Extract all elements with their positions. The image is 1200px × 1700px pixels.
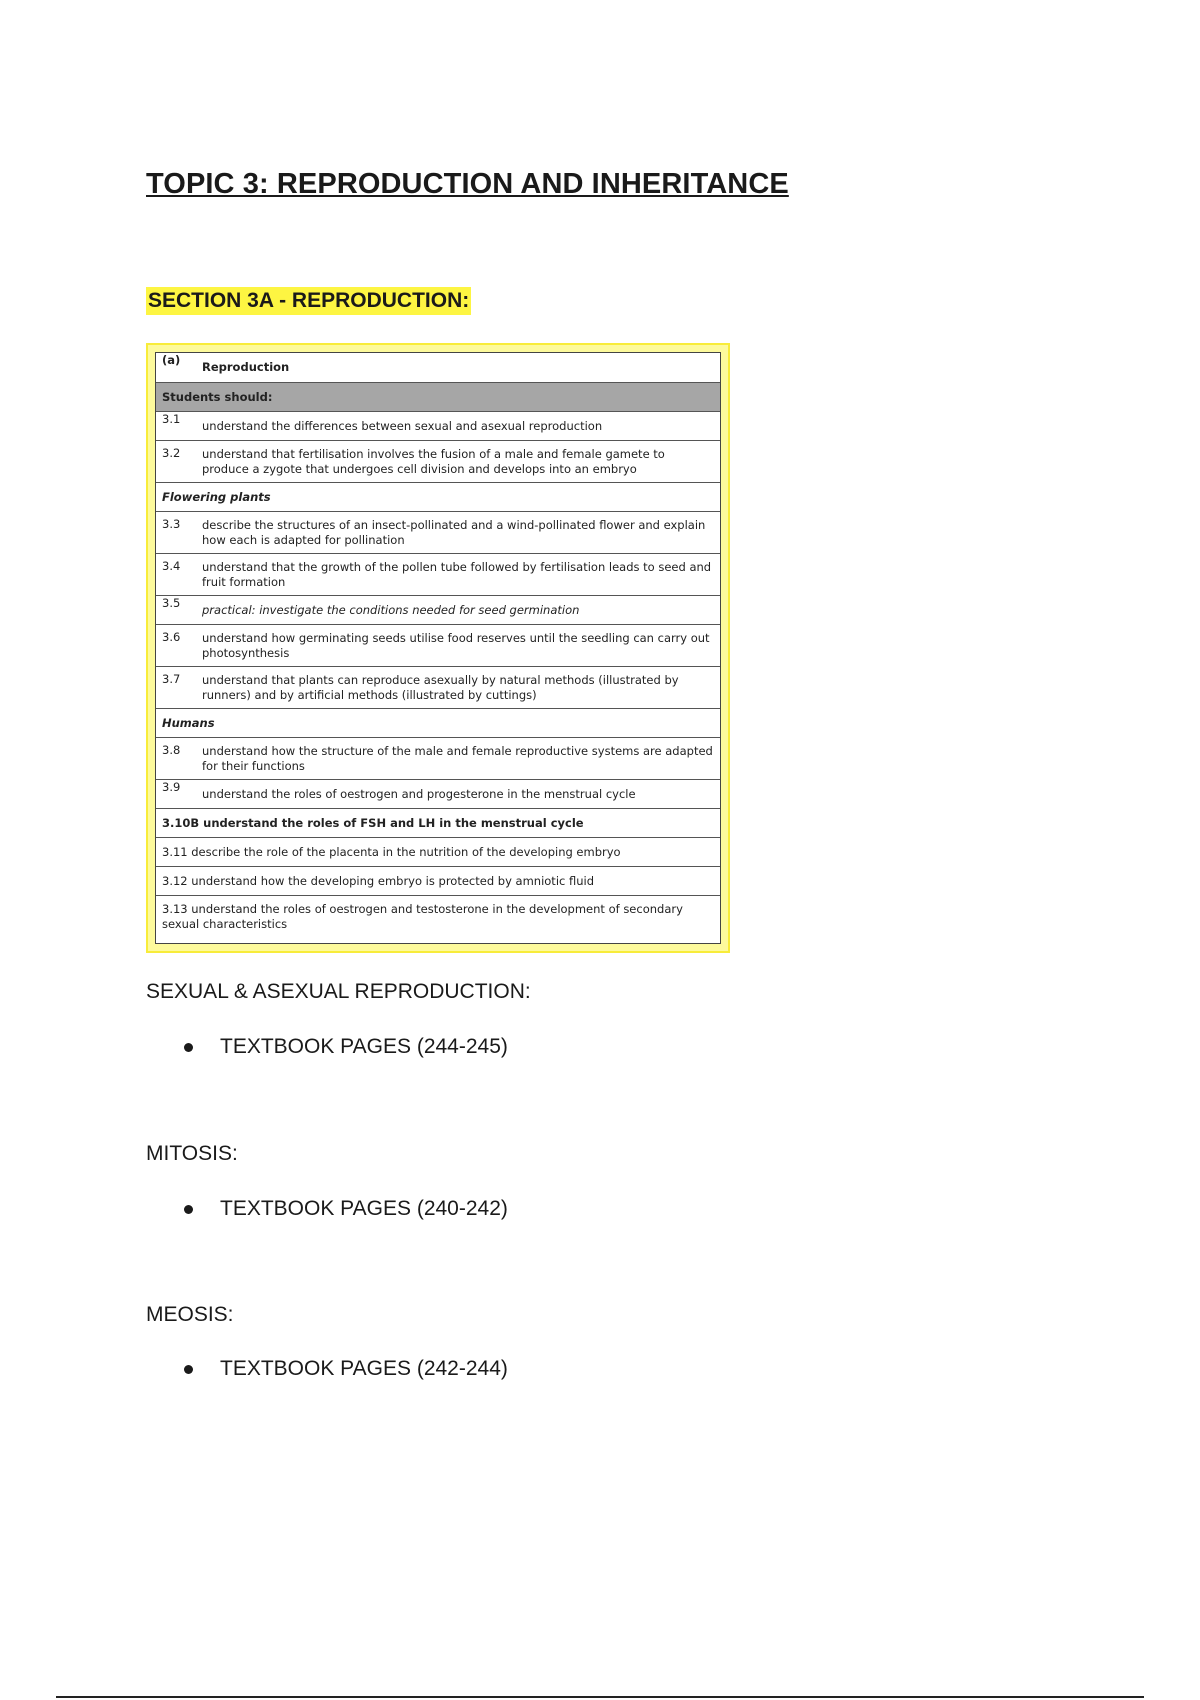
row-text: describe the structures of an insect-pollinated and a wind-pollinated flower and explain how each is adapted for pollination	[202, 517, 706, 547]
row-number: 3.5	[162, 596, 181, 610]
topic-heading: MEOSIS:	[146, 1303, 234, 1326]
row-text: practical: investigate the conditions needed for seed germination	[202, 602, 580, 617]
table-row	[156, 596, 720, 625]
table-row	[156, 738, 720, 780]
row-text: understand the differences between sexual and asexual reproduction	[202, 418, 603, 433]
topic-list	[146, 1197, 508, 1221]
row-text: 3.13 understand the roles of oestrogen and testosterone in the development of secondary sexual characteristics	[162, 902, 683, 931]
bullet-icon	[184, 1365, 193, 1374]
table-group-row	[156, 709, 720, 738]
row-number: 3.9	[162, 780, 181, 794]
table-row	[156, 867, 720, 896]
row-text: 3.10B understand the roles of FSH and LH in the menstrual cycle	[162, 815, 584, 830]
table-row	[156, 625, 720, 667]
row-number: 3.4	[162, 559, 181, 573]
list-item	[146, 1035, 508, 1059]
row-text: 3.11 describe the role of the placenta in the nutrition of the developing embryo	[162, 844, 621, 859]
row-number: 3.2	[162, 446, 181, 460]
list-item	[146, 1197, 508, 1221]
row-text: understand how the structure of the male and female reproductive systems are adapted for their functions	[202, 743, 713, 773]
row-number: 3.8	[162, 743, 181, 757]
row-text: understand that the growth of the pollen tube followed by fertilisation leads to seed and fruit formation	[202, 559, 712, 589]
table-subheader-row	[156, 383, 720, 412]
table-row	[156, 838, 720, 867]
table-subheader: Students should:	[162, 389, 273, 404]
row-text: understand that fertilisation involves the fusion of a male and female gamete to produce a zygote that undergoes cell division and develops into an embryo	[202, 446, 665, 476]
specification-table	[155, 352, 721, 944]
group-label: Flowering plants	[162, 489, 271, 504]
table-row	[156, 809, 720, 838]
table-row	[156, 896, 720, 938]
page-bottom-rule	[56, 1696, 1144, 1698]
bullet-icon	[184, 1043, 193, 1052]
row-text: 3.12 understand how the developing embryo is protected by amniotic fluid	[162, 873, 595, 888]
row-text: understand that plants can reproduce asexually by natural methods (illustrated by runners) and by artificial methods (illustrated by cuttings)	[202, 672, 679, 702]
specification-image	[146, 343, 730, 953]
row-text: understand how germinating seeds utilise food reserves until the seedling can carry out photosynthesis	[202, 630, 710, 660]
bullet-icon	[184, 1205, 193, 1214]
table-row	[156, 554, 720, 596]
table-row	[156, 780, 720, 809]
table-header-row	[156, 353, 720, 383]
table-row	[156, 441, 720, 483]
row-number: 3.7	[162, 672, 181, 686]
topic-list	[146, 1035, 508, 1059]
section-heading: SECTION 3A - REPRODUCTION:	[146, 287, 471, 315]
row-number: 3.3	[162, 517, 181, 531]
table-header-num: (a)	[162, 353, 181, 367]
row-text: understand the roles of oestrogen and progesterone in the menstrual cycle	[202, 786, 636, 801]
table-group-row	[156, 483, 720, 512]
list-item-text: TEXTBOOK PAGES (240-242)	[220, 1197, 508, 1220]
table-row	[156, 412, 720, 441]
row-number: 3.6	[162, 630, 181, 644]
topic-list	[146, 1357, 508, 1381]
table-row	[156, 667, 720, 709]
row-number: 3.1	[162, 412, 181, 426]
group-label: Humans	[162, 715, 215, 730]
table-row	[156, 512, 720, 554]
table-header-label: Reproduction	[202, 360, 290, 374]
topic-heading: MITOSIS:	[146, 1142, 238, 1165]
topic-heading: SEXUAL & ASEXUAL REPRODUCTION:	[146, 980, 531, 1003]
list-item	[146, 1357, 508, 1381]
list-item-text: TEXTBOOK PAGES (244-245)	[220, 1035, 508, 1058]
page-title: TOPIC 3: REPRODUCTION AND INHERITANCE	[146, 168, 789, 200]
list-item-text: TEXTBOOK PAGES (242-244)	[220, 1357, 508, 1380]
